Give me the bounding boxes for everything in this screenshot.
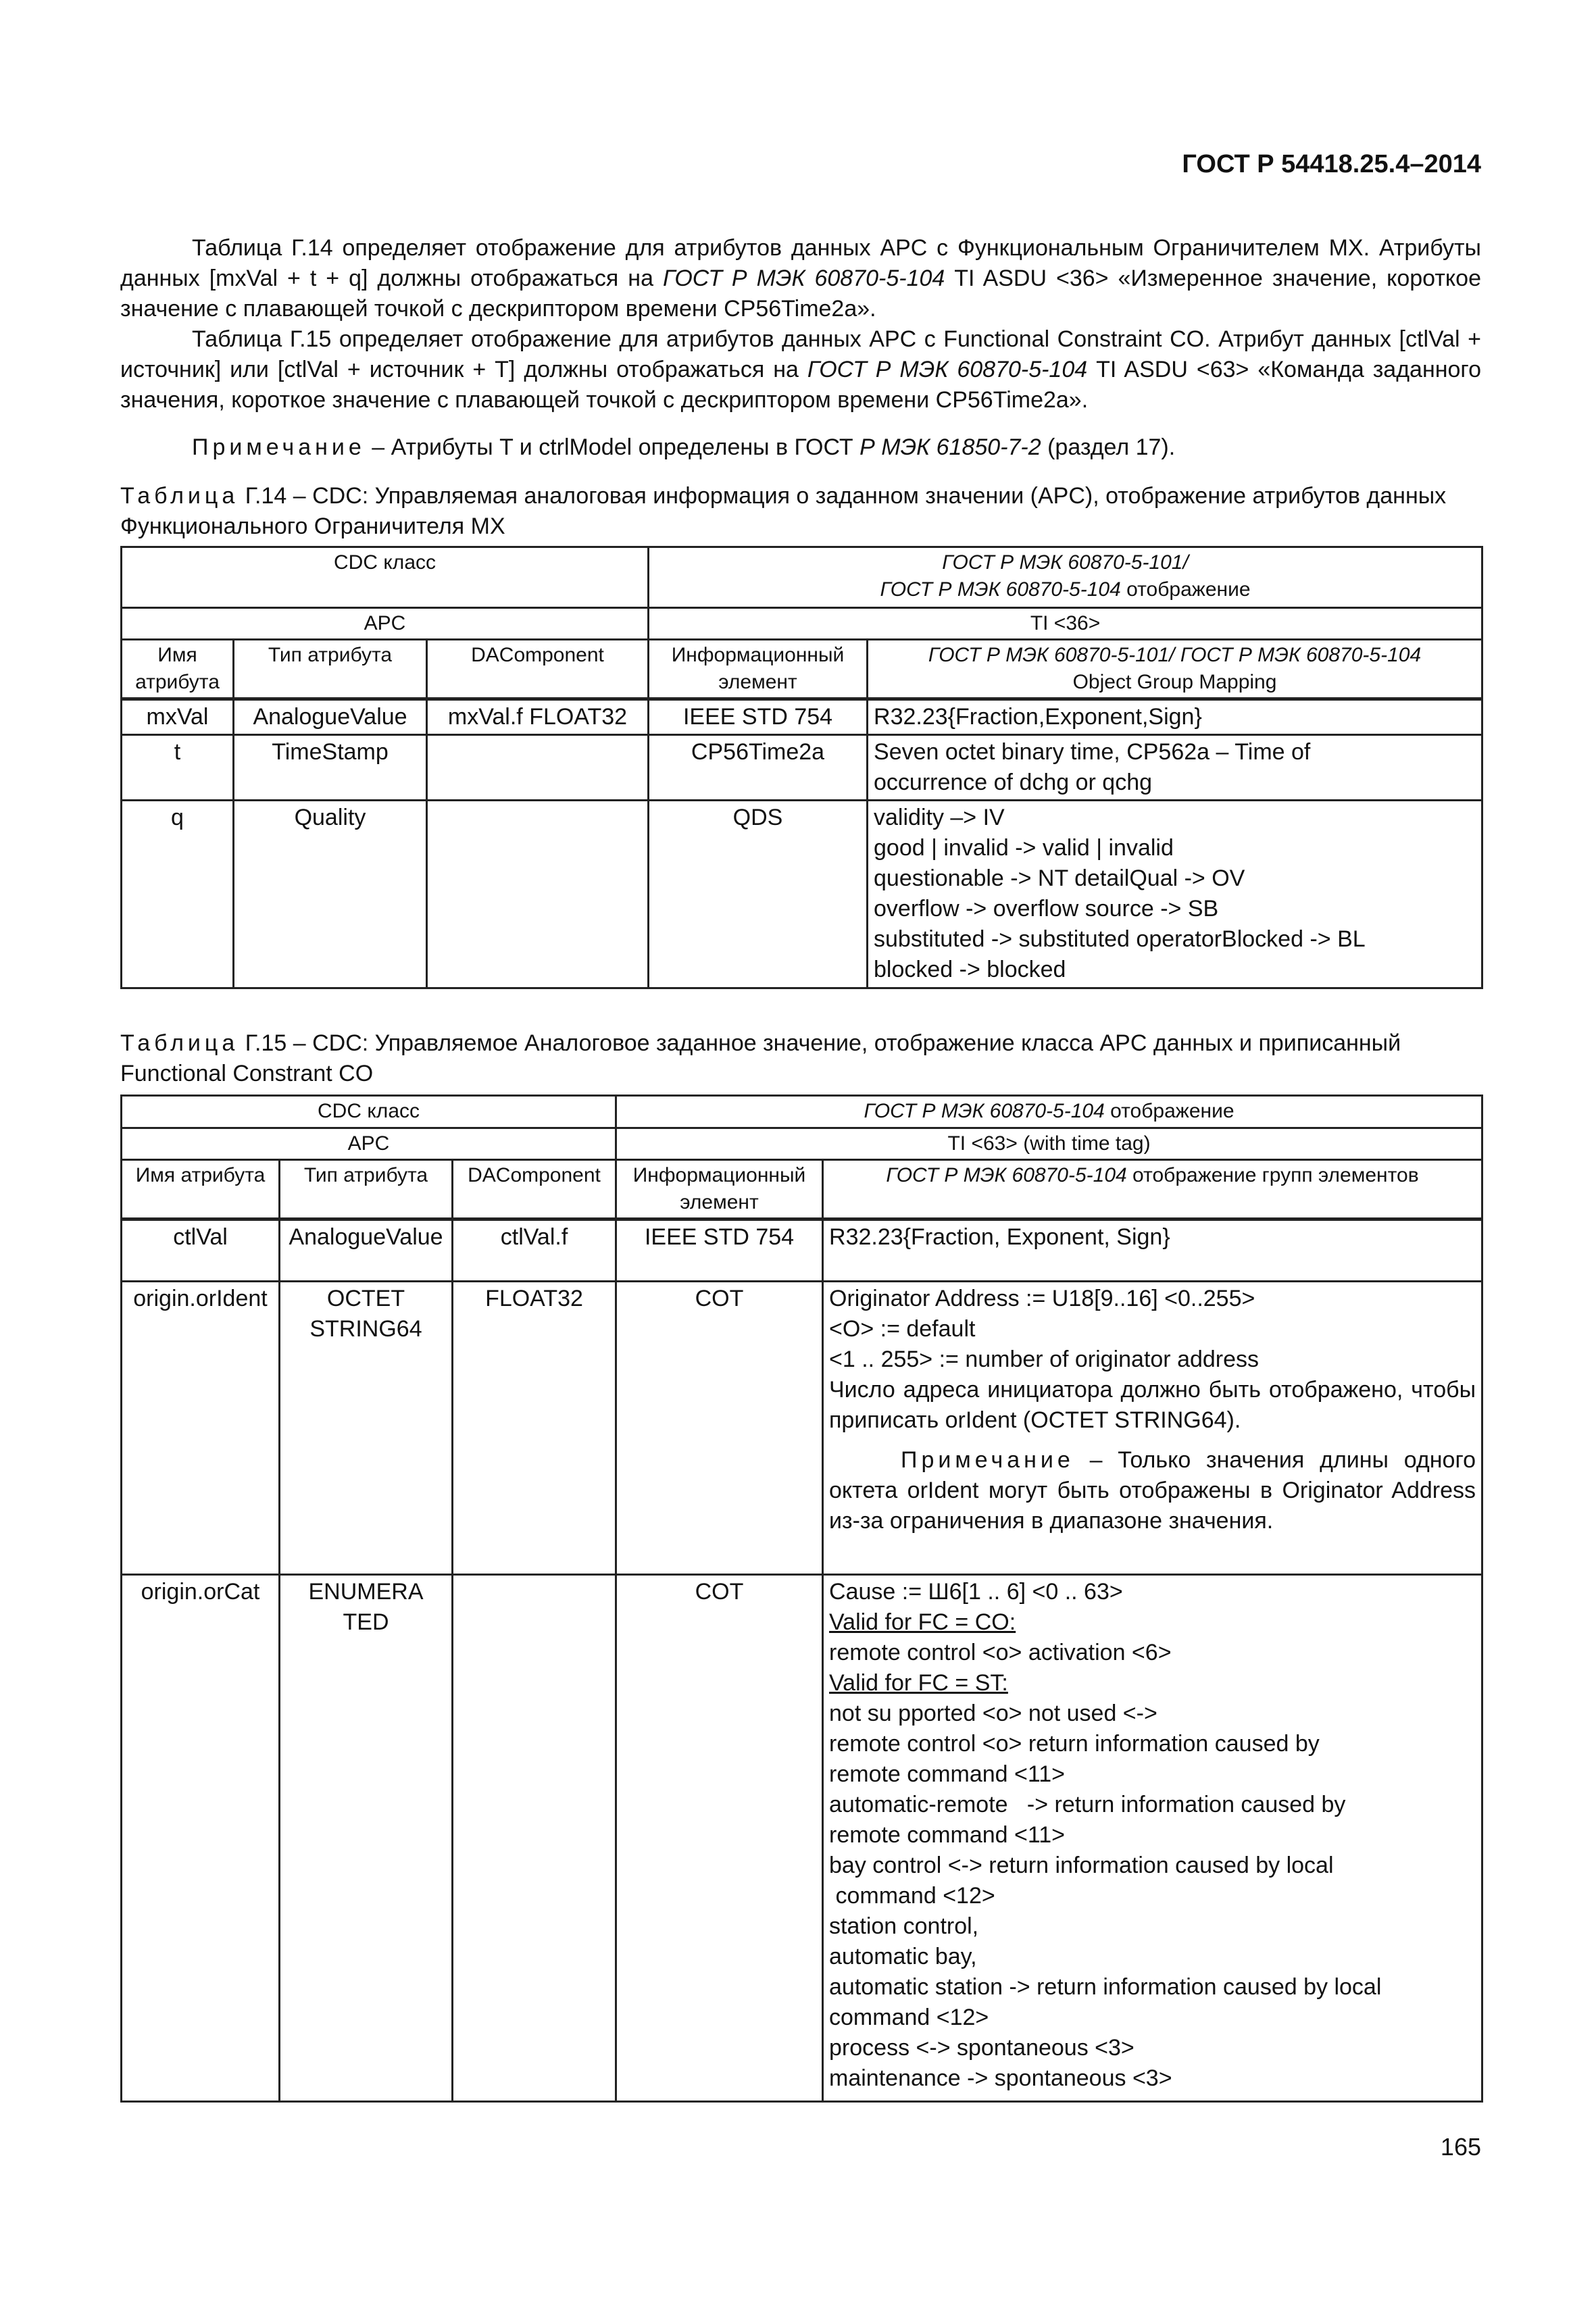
mapping-suffix: отображение групп элементов bbox=[1126, 1164, 1419, 1186]
mapping-line: Valid for FC = CO: bbox=[829, 1609, 1016, 1635]
column-header-mapping bbox=[868, 640, 1482, 699]
cell-attr-type: ENUMERA TED bbox=[280, 1575, 453, 2102]
cdc-class-header: CDC класс bbox=[122, 547, 649, 608]
mapping-line: process <-> spontaneous <3> bbox=[829, 2035, 1134, 2061]
cell-dacomponent: FLOAT32 bbox=[453, 1282, 616, 1575]
page-number: 165 bbox=[1440, 2133, 1481, 2161]
standard-reference: ГОСТ Р МЭК 60870-5-104 bbox=[886, 1164, 1127, 1186]
cell-mapping bbox=[868, 801, 1482, 988]
paragraph-text: Таблица Г.15 определяет отображение для атрибутов данных APC с Functional Constraint CO. Атрибут данных [ctlVal + источник] или [ctlVal + источник + T] должны отображаться на bbox=[120, 326, 1481, 382]
cell-attr-name: t bbox=[122, 735, 234, 801]
cell-attr-type: TimeStamp bbox=[234, 735, 427, 801]
mapping-suffix: Object Group Mapping bbox=[1072, 671, 1277, 693]
column-header-dacomponent: DAComponent bbox=[427, 640, 649, 699]
mapping-line: blocked -> blocked bbox=[874, 957, 1066, 982]
cell-info-element: IEEE STD 754 bbox=[616, 1219, 823, 1282]
mapping-line: occurrence of dchg or qchg bbox=[874, 770, 1153, 795]
standard-reference: ГОСТ Р МЭК 60870-5-104 bbox=[864, 1100, 1105, 1122]
table-14 bbox=[120, 546, 1483, 989]
cell-info-element: QDS bbox=[649, 801, 868, 988]
paragraph-table-14-intro bbox=[120, 233, 1481, 324]
mapping-line: validity –> IV bbox=[874, 805, 1005, 830]
paragraph-text: TI ASDU <36> «Измеренное значение, короткое значение с плавающей точкой с дескриптором времени CP56Time2a». bbox=[120, 266, 1481, 322]
mapping-line: command <12> bbox=[829, 1883, 995, 1909]
mapping-line: command <12> bbox=[829, 2005, 989, 2030]
paragraph-text: TI ASDU <63> «Команда заданного значения, короткое значение с плавающей точкой с дескриптором времени CP56Time2a». bbox=[120, 357, 1481, 413]
mapping-line: questionable -> NT detailQual -> OV bbox=[874, 865, 1245, 891]
mapping-suffix: отображение bbox=[1120, 578, 1251, 601]
class-name-cell: APC bbox=[122, 608, 649, 640]
standard-reference: ГОСТ Р МЭК 60870-5-104 bbox=[807, 357, 1088, 382]
standard-reference: Р МЭК 61850-7-2 bbox=[859, 434, 1041, 460]
cell-mapping bbox=[823, 1575, 1482, 2102]
cell-info-element: IEEE STD 754 bbox=[649, 699, 868, 735]
mapping-line: good | invalid -> valid | invalid bbox=[874, 835, 1174, 861]
mapping-line: Число адреса инициатора должно быть отображено, чтобы приписать orIdent (OCTET STRING64). bbox=[829, 1377, 1476, 1433]
column-header-dacomponent: DAComponent bbox=[453, 1160, 616, 1219]
caption-text: Г.15 – CDC: Управляемое Аналоговое заданное значение, отображение класса APC данных и приписанный Functional Constrant CO bbox=[120, 1030, 1401, 1086]
cell-dacomponent: mxVal.f FLOAT32 bbox=[427, 699, 649, 735]
column-header-info-element: Информационный элемент bbox=[616, 1160, 823, 1219]
cell-info-element: COT bbox=[616, 1575, 823, 2102]
document-header: ГОСТ Р 54418.25.4–2014 bbox=[1182, 150, 1481, 178]
cell-attr-name: origin.orIdent bbox=[122, 1282, 280, 1575]
mapping-line: bay control <-> return information caused by local bbox=[829, 1853, 1334, 1878]
column-header-mapping bbox=[823, 1160, 1482, 1219]
cell-attr-name: q bbox=[122, 801, 234, 988]
paragraph-text: Таблица Г.14 определяет отображение для атрибутов данных APC с Функциональным Ограничителем MX. Атрибуты данных [mxVal + t + q] должны отображаться на bbox=[120, 235, 1481, 291]
type-id-cell: TI <63> (with time tag) bbox=[616, 1128, 1482, 1160]
mapping-line: automatic-remote -> return information caused by bbox=[829, 1792, 1346, 1817]
mapping-line: overflow -> overflow source -> SB bbox=[874, 896, 1219, 922]
column-header-name: Имя атрибута bbox=[122, 1160, 280, 1219]
table-15 bbox=[120, 1095, 1483, 2103]
mapping-header bbox=[616, 1096, 1482, 1128]
mapping-line: Cause := Ш6[1 .. 6] <0 .. 63> bbox=[829, 1579, 1123, 1605]
mapping-line: automatic station -> return information caused by local bbox=[829, 1974, 1382, 2000]
mapping-line: <O> := default bbox=[829, 1316, 976, 1342]
note-text: – Только значения длины одного октета orIdent могут быть отображены в Originator Address из-за ограничения в диапазоне значения. bbox=[829, 1447, 1476, 1534]
mapping-header bbox=[649, 547, 1482, 608]
mapping-line: remote control <o> return information caused by bbox=[829, 1731, 1320, 1757]
cell-note bbox=[829, 1445, 1476, 1536]
cell-attr-name: ctlVal bbox=[122, 1219, 280, 1282]
note-text: – Атрибуты T и ctrlModel определены в ГОСТ bbox=[365, 434, 860, 460]
table-15-caption bbox=[120, 1028, 1481, 1089]
caption-label: Таблица bbox=[120, 1030, 239, 1056]
standard-reference: ГОСТ Р МЭК 60870-5-101/ bbox=[942, 551, 1189, 574]
mapping-line: substituted -> substituted operatorBlocked -> BL bbox=[874, 926, 1366, 952]
cell-attr-name: mxVal bbox=[122, 699, 234, 735]
table-14-caption bbox=[120, 481, 1481, 542]
mapping-line: remote command <11> bbox=[829, 1761, 1066, 1787]
note-label: Примечание bbox=[901, 1447, 1074, 1473]
cell-mapping: R32.23{Fraction,Exponent,Sign} bbox=[868, 699, 1482, 735]
mapping-line: automatic bay, bbox=[829, 1944, 977, 1969]
cell-info-element: COT bbox=[616, 1282, 823, 1575]
cell-info-element: CP56Time2a bbox=[649, 735, 868, 801]
mapping-line: maintenance -> spontaneous <3> bbox=[829, 2065, 1172, 2091]
standard-reference: ГОСТ Р МЭК 60870-5-104 bbox=[880, 578, 1121, 601]
note-label: Примечание bbox=[192, 434, 366, 460]
column-header-info-element: Информационный элемент bbox=[649, 640, 868, 699]
mapping-line: Originator Address := U18[9..16] <0..255> bbox=[829, 1286, 1255, 1311]
mapping-line: not su pported <o> not used <-> bbox=[829, 1701, 1157, 1726]
cell-attr-type: OCTET STRING64 bbox=[280, 1282, 453, 1575]
cell-mapping: R32.23{Fraction, Exponent, Sign} bbox=[823, 1219, 1482, 1282]
type-id-cell: TI <36> bbox=[649, 608, 1482, 640]
mapping-line: Seven octet binary time, CP562a – Time of bbox=[874, 739, 1311, 765]
mapping-line: Valid for FC = ST: bbox=[829, 1670, 1008, 1696]
mapping-line: <1 .. 255> := number of originator address bbox=[829, 1347, 1260, 1372]
column-header-type: Тип атрибута bbox=[280, 1160, 453, 1219]
mapping-suffix: отображение bbox=[1104, 1100, 1235, 1122]
cell-attr-type: AnalogueValue bbox=[280, 1219, 453, 1282]
cell-attr-type: AnalogueValue bbox=[234, 699, 427, 735]
mapping-line: station control, bbox=[829, 1913, 979, 1939]
cell-dacomponent bbox=[427, 735, 649, 801]
caption-text: Г.14 – CDC: Управляемая аналоговая информация о заданном значении (APC), отображение атрибутов данных Функционального Ограничителя MX bbox=[120, 483, 1447, 539]
cell-attr-type: Quality bbox=[234, 801, 427, 988]
cell-dacomponent bbox=[453, 1575, 616, 2102]
cell-dacomponent: ctlVal.f bbox=[453, 1219, 616, 1282]
column-header-name: Имя атрибута bbox=[122, 640, 234, 699]
cdc-class-header: CDC класс bbox=[122, 1096, 616, 1128]
column-header-type: Тип атрибута bbox=[234, 640, 427, 699]
paragraph-table-15-intro bbox=[120, 324, 1481, 416]
caption-label: Таблица bbox=[120, 483, 239, 509]
cell-attr-name: origin.orCat bbox=[122, 1575, 280, 2102]
note-paragraph bbox=[120, 432, 1481, 463]
cell-mapping bbox=[868, 735, 1482, 801]
cell-dacomponent bbox=[427, 801, 649, 988]
mapping-line: remote control <o> activation <6> bbox=[829, 1640, 1172, 1665]
standard-reference: ГОСТ Р МЭК 60870-5-104 bbox=[662, 266, 945, 291]
note-text: (раздел 17). bbox=[1041, 434, 1176, 460]
cell-mapping bbox=[823, 1282, 1482, 1575]
mapping-line: remote command <11> bbox=[829, 1822, 1066, 1848]
class-name-cell: APC bbox=[122, 1128, 616, 1160]
standard-reference: ГОСТ Р МЭК 60870-5-101/ ГОСТ Р МЭК 60870-5-104 bbox=[928, 644, 1422, 666]
